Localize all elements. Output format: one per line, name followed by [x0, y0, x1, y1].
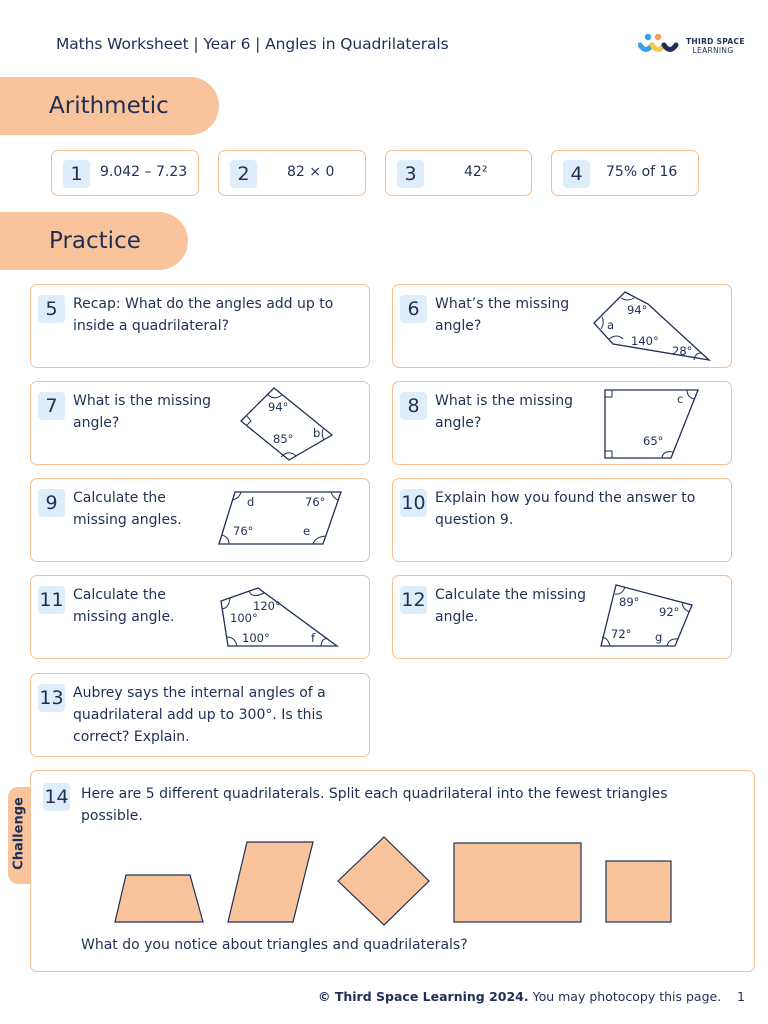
question-text	[73, 390, 211, 434]
angle-label: 85°	[273, 432, 294, 446]
question-line-1: What is the missing	[435, 393, 574, 409]
square-shape	[606, 861, 671, 922]
question-card-7	[30, 381, 370, 465]
logo-line-1: THIRD SPACE	[686, 37, 745, 46]
question-line-2: missing angles.	[73, 512, 182, 528]
question-text	[435, 584, 586, 628]
angle-label: a	[607, 318, 615, 332]
quadrilateral-diagram-q8	[601, 387, 701, 462]
question-number: 9	[38, 489, 65, 517]
question-text	[81, 783, 668, 827]
question-card-8	[392, 381, 732, 465]
angle-label: 92°	[659, 605, 680, 619]
page-number: 1	[737, 989, 745, 1004]
question-number: 1	[63, 160, 90, 188]
angle-label: g	[655, 630, 663, 644]
parallelogram-shape	[228, 842, 313, 922]
question-text	[435, 293, 569, 337]
question-line-2: angle.	[435, 609, 479, 625]
question-line-2: angle?	[435, 318, 482, 334]
question-number: 3	[397, 160, 424, 188]
question-line-1: Aubrey says the internal angles of a	[73, 685, 326, 701]
question-line-2: quadrilateral add up to 300°. Is this	[73, 707, 323, 723]
question-card-6	[392, 284, 732, 368]
question-line-2: missing angle.	[73, 609, 175, 625]
question-line-2: angle?	[435, 415, 482, 431]
question-number: 8	[400, 392, 427, 420]
angle-label: 28°	[672, 344, 693, 358]
angle-label: 94°	[268, 400, 289, 414]
practice-heading: Practice	[49, 228, 141, 254]
arithmetic-item-2	[218, 150, 366, 196]
question-line-1: Explain how you found the answer to	[435, 490, 696, 506]
practice-section-header	[0, 212, 188, 270]
shape-outline	[241, 388, 332, 460]
angle-label: e	[303, 524, 311, 538]
quadrilateral-diagram-q9	[217, 489, 343, 547]
arithmetic-expression: 82 × 0	[287, 164, 335, 180]
question-number: 5	[38, 295, 65, 323]
logo-text	[686, 37, 745, 55]
question-number: 4	[563, 160, 590, 188]
angle-label: c	[677, 392, 684, 406]
angle-label: d	[247, 495, 255, 509]
question-text	[435, 487, 695, 531]
angle-label: 76°	[305, 495, 326, 509]
angle-label: 100°	[230, 611, 258, 625]
question-line-1: What’s the missing	[435, 296, 570, 312]
angle-label: b	[313, 426, 321, 440]
question-number: 10	[400, 489, 427, 517]
question-card-13	[30, 673, 370, 757]
question-line-1: Here are 5 different quadrilaterals. Split each quadrilateral into the fewest triangles	[81, 786, 668, 802]
logo-line-2: LEARNING	[692, 46, 734, 55]
question-number: 12	[400, 586, 427, 614]
question-line-2: question 9.	[435, 512, 514, 528]
angle-label: 89°	[619, 595, 640, 609]
angle-label: f	[311, 631, 316, 645]
quadrilateral-diagram-q6	[591, 289, 713, 363]
arithmetic-expression: 42²	[464, 164, 488, 180]
quadrilaterals-to-split	[111, 833, 681, 927]
question-text	[73, 293, 333, 337]
question-text	[73, 584, 175, 628]
question-card-12	[392, 575, 732, 659]
question-text	[73, 487, 182, 531]
angle-label: 76°	[233, 524, 254, 538]
question-text	[435, 390, 573, 434]
angle-label: 120°	[253, 599, 281, 613]
quadrilateral-diagram-q7	[237, 385, 337, 463]
diamond-shape	[338, 837, 429, 925]
trapezium-shape	[115, 875, 203, 922]
question-line-1: Calculate the missing	[435, 587, 587, 603]
question-text	[73, 682, 326, 748]
rectangle-shape	[454, 843, 581, 922]
question-number: 14	[43, 783, 70, 811]
question-line-1: Recap: What do the angles add up to	[73, 296, 334, 312]
footer-copyright	[318, 989, 721, 1004]
challenge-label: Challenge	[11, 797, 27, 870]
angle-label: 140°	[631, 334, 659, 348]
question-line-2: angle?	[73, 415, 120, 431]
arithmetic-heading: Arithmetic	[49, 93, 169, 119]
copyright-rest: You may photocopy this page.	[528, 989, 722, 1004]
question-line-3: correct? Explain.	[73, 729, 190, 745]
question-line-1: What is the missing	[73, 393, 212, 409]
question-card-11	[30, 575, 370, 659]
question-followup: What do you notice about triangles and quadrilaterals?	[81, 937, 468, 953]
question-number: 7	[38, 392, 65, 420]
question-card-10	[392, 478, 732, 562]
question-number: 11	[38, 586, 65, 614]
question-card-9	[30, 478, 370, 562]
angle-label: 94°	[627, 303, 648, 317]
arithmetic-expression: 75% of 16	[606, 164, 678, 180]
question-number: 6	[400, 295, 427, 323]
question-card-5	[30, 284, 370, 368]
question-line-1: Calculate the	[73, 490, 166, 506]
question-line-2: possible.	[81, 808, 143, 824]
quadrilateral-diagram-q11	[218, 585, 340, 651]
arithmetic-expression: 9.042 – 7.23	[100, 164, 188, 180]
angle-label: 72°	[611, 627, 632, 641]
copyright-bold: © Third Space Learning 2024.	[318, 989, 529, 1004]
question-line-2: inside a quadrilateral?	[73, 318, 230, 334]
angle-label: 100°	[242, 631, 270, 645]
question-line-1: Calculate the	[73, 587, 166, 603]
question-number: 13	[38, 684, 65, 712]
question-number: 2	[230, 160, 257, 188]
arithmetic-section-header	[0, 77, 219, 135]
page-title: Maths Worksheet | Year 6 | Angles in Quadrilaterals	[56, 35, 449, 53]
arithmetic-item-1	[51, 150, 199, 196]
question-card-14	[30, 770, 755, 972]
arithmetic-item-3	[385, 150, 532, 196]
quadrilateral-diagram-q12	[597, 582, 697, 650]
arithmetic-item-4	[551, 150, 699, 196]
angle-label: 65°	[643, 434, 664, 448]
